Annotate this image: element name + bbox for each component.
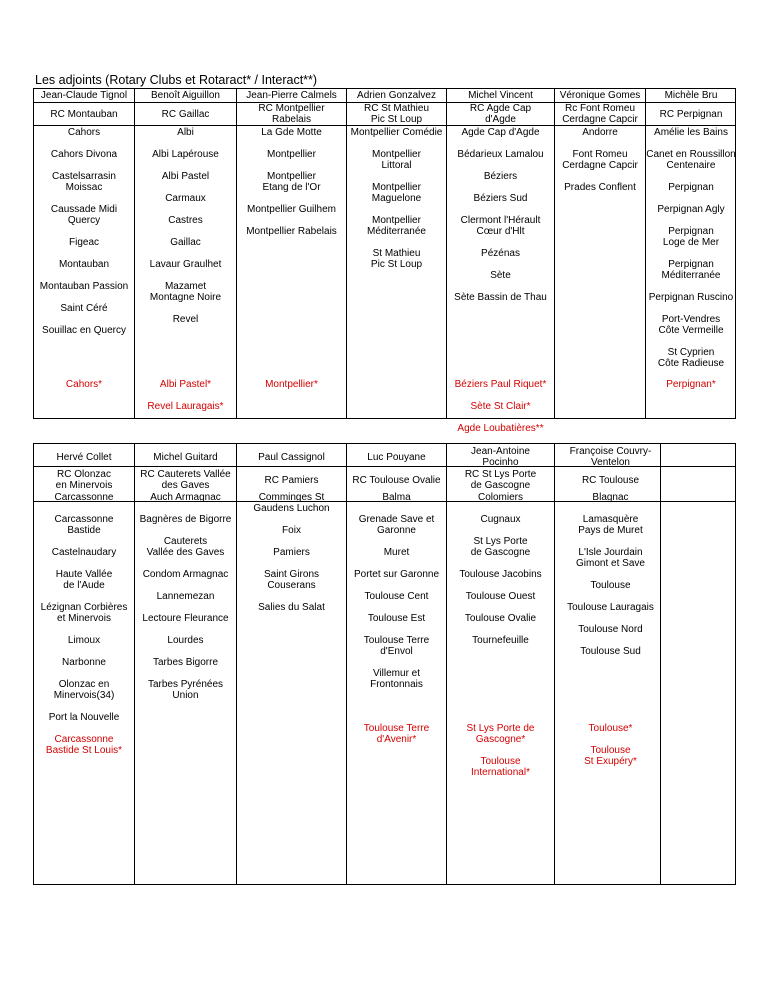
- adjoint-name: Jean-Antoine Pocinho: [471, 446, 530, 468]
- club-list: Albi Albi Lapérouse Albi Pastel Carmaux Castres Gaillac Lavaur Graulhet Mazamet Montagne Noire Revel: [149, 127, 222, 325]
- club-list: Amélie les Bains Canet en Roussillon Centenaire Perpignan Perpignan Agly Perpignan Loge de Mer Perpignan Méditerranée Perpignan Ruscino Port-Vendres Côte Vermeille St Cyprien Côte Radieuse: [646, 127, 736, 369]
- adjoint-club: RC Pamiers: [264, 475, 319, 486]
- adjoint-name: Benoît Aiguillon: [151, 90, 220, 101]
- club-list: Blagnac Lamasquère Pays de Muret L'Isle Jourdain Gimont et Save Toulouse Toulouse Lauragais Toulouse Nord Toulouse Sud: [567, 492, 654, 657]
- adjoints-table-1: [33, 88, 736, 434]
- adjoint-name: Michel Vincent: [468, 90, 533, 101]
- club-list: Comminges St Gaudens Luchon Foix Pamiers Saint Girons Couserans Salies du Salat: [253, 492, 330, 613]
- adjoint-name: Jean-Pierre Calmels: [246, 90, 337, 101]
- rotaract-list: Perpignan*: [666, 379, 716, 390]
- club-list: Balma Grenade Save et Garonne Muret Portet sur Garonne Toulouse Cent Toulouse Est Toulouse Terre d'Envol Villemur et Frontonnais: [353, 492, 440, 690]
- rotaract-list: St Lys Porte de Gascogne* Toulouse International*: [466, 723, 535, 778]
- adjoint-club: RC Gaillac: [161, 109, 210, 120]
- adjoint-name: Paul Cassignol: [258, 452, 325, 463]
- adjoint-club: RC Perpignan: [659, 109, 723, 120]
- adjoint-name: Michel Guitard: [153, 452, 218, 463]
- rotaract-list: Toulouse* Toulouse St Exupéry*: [584, 723, 637, 767]
- rotaract-list: Carcassonne Bastide St Louis*: [45, 734, 123, 756]
- adjoint-name: Adrien Gonzalvez: [357, 90, 436, 101]
- adjoint-club: Rc Font Romeu Cerdagne Capcir: [562, 103, 638, 125]
- club-list: Andorre Font Romeu Cerdagne Capcir Prades Conflent: [562, 127, 638, 193]
- adjoint-name: Hervé Collet: [56, 452, 112, 463]
- adjoint-name: Françoise Couvry- Ventelon: [569, 446, 652, 468]
- adjoint-club: RC Montpellier Rabelais: [258, 103, 325, 125]
- rotaract-list: Montpellier*: [265, 379, 318, 390]
- adjoint-club: RC Cauterets Vallée des Gaves: [140, 469, 231, 491]
- adjoint-club: RC Toulouse: [581, 475, 640, 486]
- club-list: Auch Armagnac Bagnères de Bigorre Cauterets Vallée des Gaves Condom Armagnac Lannemezan Lectoure Fleurance Lourdes Tarbes Bigorre Tarbes Pyrénées Union: [139, 492, 232, 701]
- adjoint-club: RC St Mathieu Pic St Loup: [363, 103, 430, 125]
- adjoint-name: Jean-Claude Tignol: [40, 90, 128, 101]
- page-title: Les adjoints (Rotary Clubs et Rotaract* / Interact**): [35, 73, 318, 87]
- club-list: Cahors Cahors Divona Castelsarrasin Moissac Caussade Midi Quercy Figeac Montauban Montauban Passion Saint Céré Souillac en Quercy: [39, 127, 129, 336]
- club-list: La Gde Motte Montpellier Montpellier Etang de l'Or Montpellier Guilhem Montpellier Rabelais: [246, 127, 337, 237]
- col-divider: [554, 444, 555, 884]
- adjoint-club: RC St Lys Porte de Gascogne: [464, 469, 537, 491]
- col-divider: [660, 444, 661, 884]
- adjoint-club: RC Agde Cap d'Agde: [469, 103, 532, 125]
- row-divider: [34, 125, 735, 126]
- adjoint-name: Luc Pouyane: [367, 452, 426, 463]
- rotaract-list: Toulouse Terre d'Avenir*: [363, 723, 430, 745]
- club-list: Colomiers Cugnaux St Lys Porte de Gascogne Toulouse Jacobins Toulouse Ouest Toulouse Ovalie Tournefeuille: [459, 492, 542, 646]
- rotaract-list: Cahors*: [65, 379, 103, 390]
- adjoint-club: RC Montauban: [50, 109, 118, 120]
- adjoints-table-2: [33, 443, 736, 885]
- rotaract-list: Béziers Paul Riquet* Sète St Clair* Agde Loubatières**: [454, 379, 547, 434]
- adjoint-club: RC Toulouse Ovalie: [352, 475, 441, 486]
- club-list: Agde Cap d'Agde Bédarieux Lamalou Béziers Béziers Sud Clermont l'Hérault Cœur d'Hlt Pézénas Sète Sète Bassin de Thau: [454, 127, 547, 303]
- adjoint-name: Véronique Gomes: [559, 90, 641, 101]
- adjoint-name: Michèle Bru: [664, 90, 718, 101]
- club-list: Montpellier Comédie Montpellier Littoral Montpellier Maguelone Montpellier Méditerranée St Mathieu Pic St Loup: [350, 127, 443, 270]
- adjoint-club: RC Olonzac en Minervois: [55, 469, 113, 491]
- rotaract-list: Albi Pastel* Revel Lauragais*: [147, 379, 224, 412]
- club-list: Carcassonne Carcassonne Bastide Castelnaudary Haute Vallée de l'Aude Lézignan Corbières et Minervois Limoux Narbonne Olonzac en Minervois(34) Port la Nouvelle: [40, 492, 128, 723]
